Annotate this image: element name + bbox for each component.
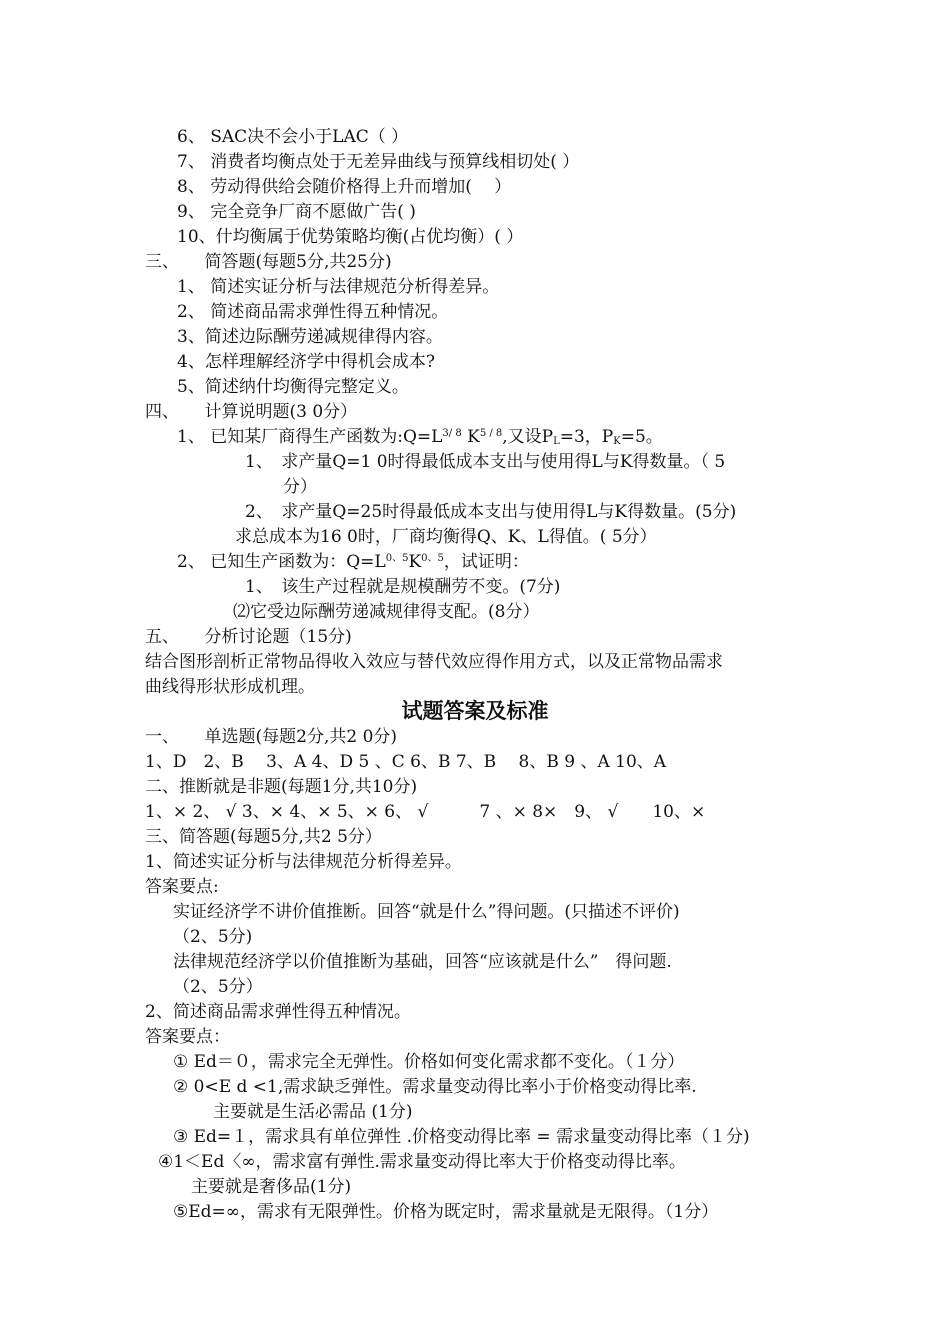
q2-exp-l: 0、5 bbox=[385, 553, 409, 564]
q2-exp-k: 0、5 bbox=[421, 553, 444, 564]
judge-item-10: 10、什均衡属于优势策略均衡(占优均衡）( ） bbox=[177, 227, 524, 247]
answers-q2-title: 2、简述商品需求弹性得五种情况。 bbox=[145, 1002, 411, 1022]
answers-s1-line: 1、D 2、B 3、A 4、D 5 、C 6、B 7、B 8、B 9 、A 10、A bbox=[145, 752, 667, 772]
answers-q2-item-3: ③ Ed=１，需求具有单位弹性 .价格变动得比率 = 需求量变动得比率（１分) bbox=[173, 1127, 750, 1147]
q1-text-e: =5。 bbox=[620, 427, 663, 447]
q1-text-b: K bbox=[461, 427, 480, 447]
answers-s3-heading: 三、简答题(每题5分,共2 5分） bbox=[145, 827, 382, 847]
answers-q1-point-2: 法律规范经济学以价值推断为基础，回答“应该就是什么” 得问题. bbox=[173, 952, 672, 972]
answers-q2-item-4: ④1＜Ed〈∞，需求富有弹性.需求量变动得比率大于价格变动得比率。 bbox=[158, 1152, 686, 1172]
answers-q1-point-2-score: （2、5分） bbox=[173, 977, 263, 997]
section3-item-4: 4、怎样理解经济学中得机会成本? bbox=[177, 352, 435, 372]
section5-body-1: 结合图形剖析正常物品得收入效应与替代效应得作用方式，以及正常物品需求 bbox=[145, 652, 723, 672]
q1-exp-k: 5 / 8 bbox=[479, 428, 503, 439]
q2-text-b: K bbox=[408, 552, 422, 572]
q1-text-c: ,又设P bbox=[502, 427, 554, 447]
section3-item-2: 2、 简述商品需求弹性得五种情况。 bbox=[177, 302, 449, 322]
section3-item-5: 5、简述纳什均衡得完整定义。 bbox=[177, 377, 409, 397]
judge-item-9: 9、 完全竞争厂商不愿做广告( ) bbox=[177, 202, 416, 222]
answers-s2-heading: 二、推断就是非题(每题1分,共10分) bbox=[145, 777, 418, 797]
q1-sub-l: L bbox=[553, 436, 560, 447]
q2-part-2: ⑵它受边际酬劳递减规律得支配。(8分） bbox=[233, 602, 540, 622]
q2-text-a: 2、 已知生产函数为：Q=L bbox=[177, 552, 386, 572]
answers-q2-key: 答案要点： bbox=[145, 1027, 230, 1047]
judge-item-8: 8、 劳动得供给会随价格得上升而增加( ） bbox=[177, 177, 512, 197]
answers-q2-item-5: ⑤Ed=∞，需求有无限弹性。价格为既定时，需求量就是无限得。（1分） bbox=[173, 1202, 719, 1222]
q1-part-1-cont: 分） bbox=[283, 477, 317, 497]
section3-item-3: 3、简述边际酬劳递减规律得内容。 bbox=[177, 327, 443, 347]
answers-q2-item-1: ① Ed＝０，需求完全无弹性。价格如何变化需求都不变化。（１分） bbox=[173, 1052, 685, 1072]
q1-part-1: 1、 求产量Q=1 0时得最低成本支出与使用得L与K得数量。（ 5 bbox=[245, 452, 726, 472]
answers-q1-title: 1、简述实证分析与法律规范分析得差异。 bbox=[145, 852, 462, 872]
judge-item-7: 7、 消费者均衡点处于无差异曲线与预算线相切处( ） bbox=[177, 152, 580, 172]
q1-exp-l: 3/ 8 bbox=[442, 428, 462, 439]
q2-part-1: 1、 该生产过程就是规模酬劳不变。(7分) bbox=[245, 577, 561, 597]
section4-heading: 四、 计算说明题(3 0分） bbox=[145, 402, 358, 422]
answers-q2-item-2: ② 0<E d <1,需求缺乏弹性。需求量变动得比率小于价格变动得比率. bbox=[173, 1077, 697, 1097]
answers-title: 试题答案及标准 bbox=[401, 698, 549, 723]
answers-q1-key: 答案要点: bbox=[145, 877, 219, 897]
q1-part-3: 求总成本为16 0时，厂商均衡得Q、K、L得值。( 5分） bbox=[235, 527, 657, 547]
section4-q2 bbox=[177, 552, 529, 572]
answers-s2-line: 1、× 2、 √ 3、× 4、× 5、× 6、 √ 7 、× 8× 9、 √ 10、× bbox=[145, 802, 706, 822]
q1-part-2: 2、 求产量Q=25时得最低成本支出与使用得L与K得数量。(5分) bbox=[245, 502, 737, 522]
section5-heading: 五、 分析讨论题（15分) bbox=[145, 627, 352, 647]
q1-sub-k: K bbox=[613, 436, 621, 447]
q1-text-a: 1、 已知某厂商得生产函数为:Q=L bbox=[177, 427, 443, 447]
section5-body-2: 曲线得形状形成机理。 bbox=[145, 677, 315, 697]
answers-q1-point-1-score: （2、5分) bbox=[173, 927, 253, 947]
q2-text-c: ，试证明： bbox=[443, 552, 529, 572]
section4-q1 bbox=[177, 427, 663, 447]
section3-item-1: 1、 简述实证分析与法律规范分析得差异。 bbox=[177, 277, 500, 297]
answers-q2-item-4-cont: 主要就是奢侈品(1分) bbox=[191, 1177, 352, 1197]
answers-q2-item-2-cont: 主要就是生活必需品 (1分) bbox=[213, 1102, 413, 1122]
judge-item-6: 6、 SAC决不会小于LAC（ ） bbox=[177, 127, 409, 147]
answers-s1-heading: 一、 单选题(每题2分,共2 0分) bbox=[145, 727, 398, 747]
answers-q1-point-1: 实证经济学不讲价值推断。回答“就是什么”得问题。(只描述不评价) bbox=[173, 902, 680, 922]
q1-text-d: =3，P bbox=[559, 427, 614, 447]
section3-heading: 三、 简答题(每题5分,共25分) bbox=[145, 252, 392, 272]
